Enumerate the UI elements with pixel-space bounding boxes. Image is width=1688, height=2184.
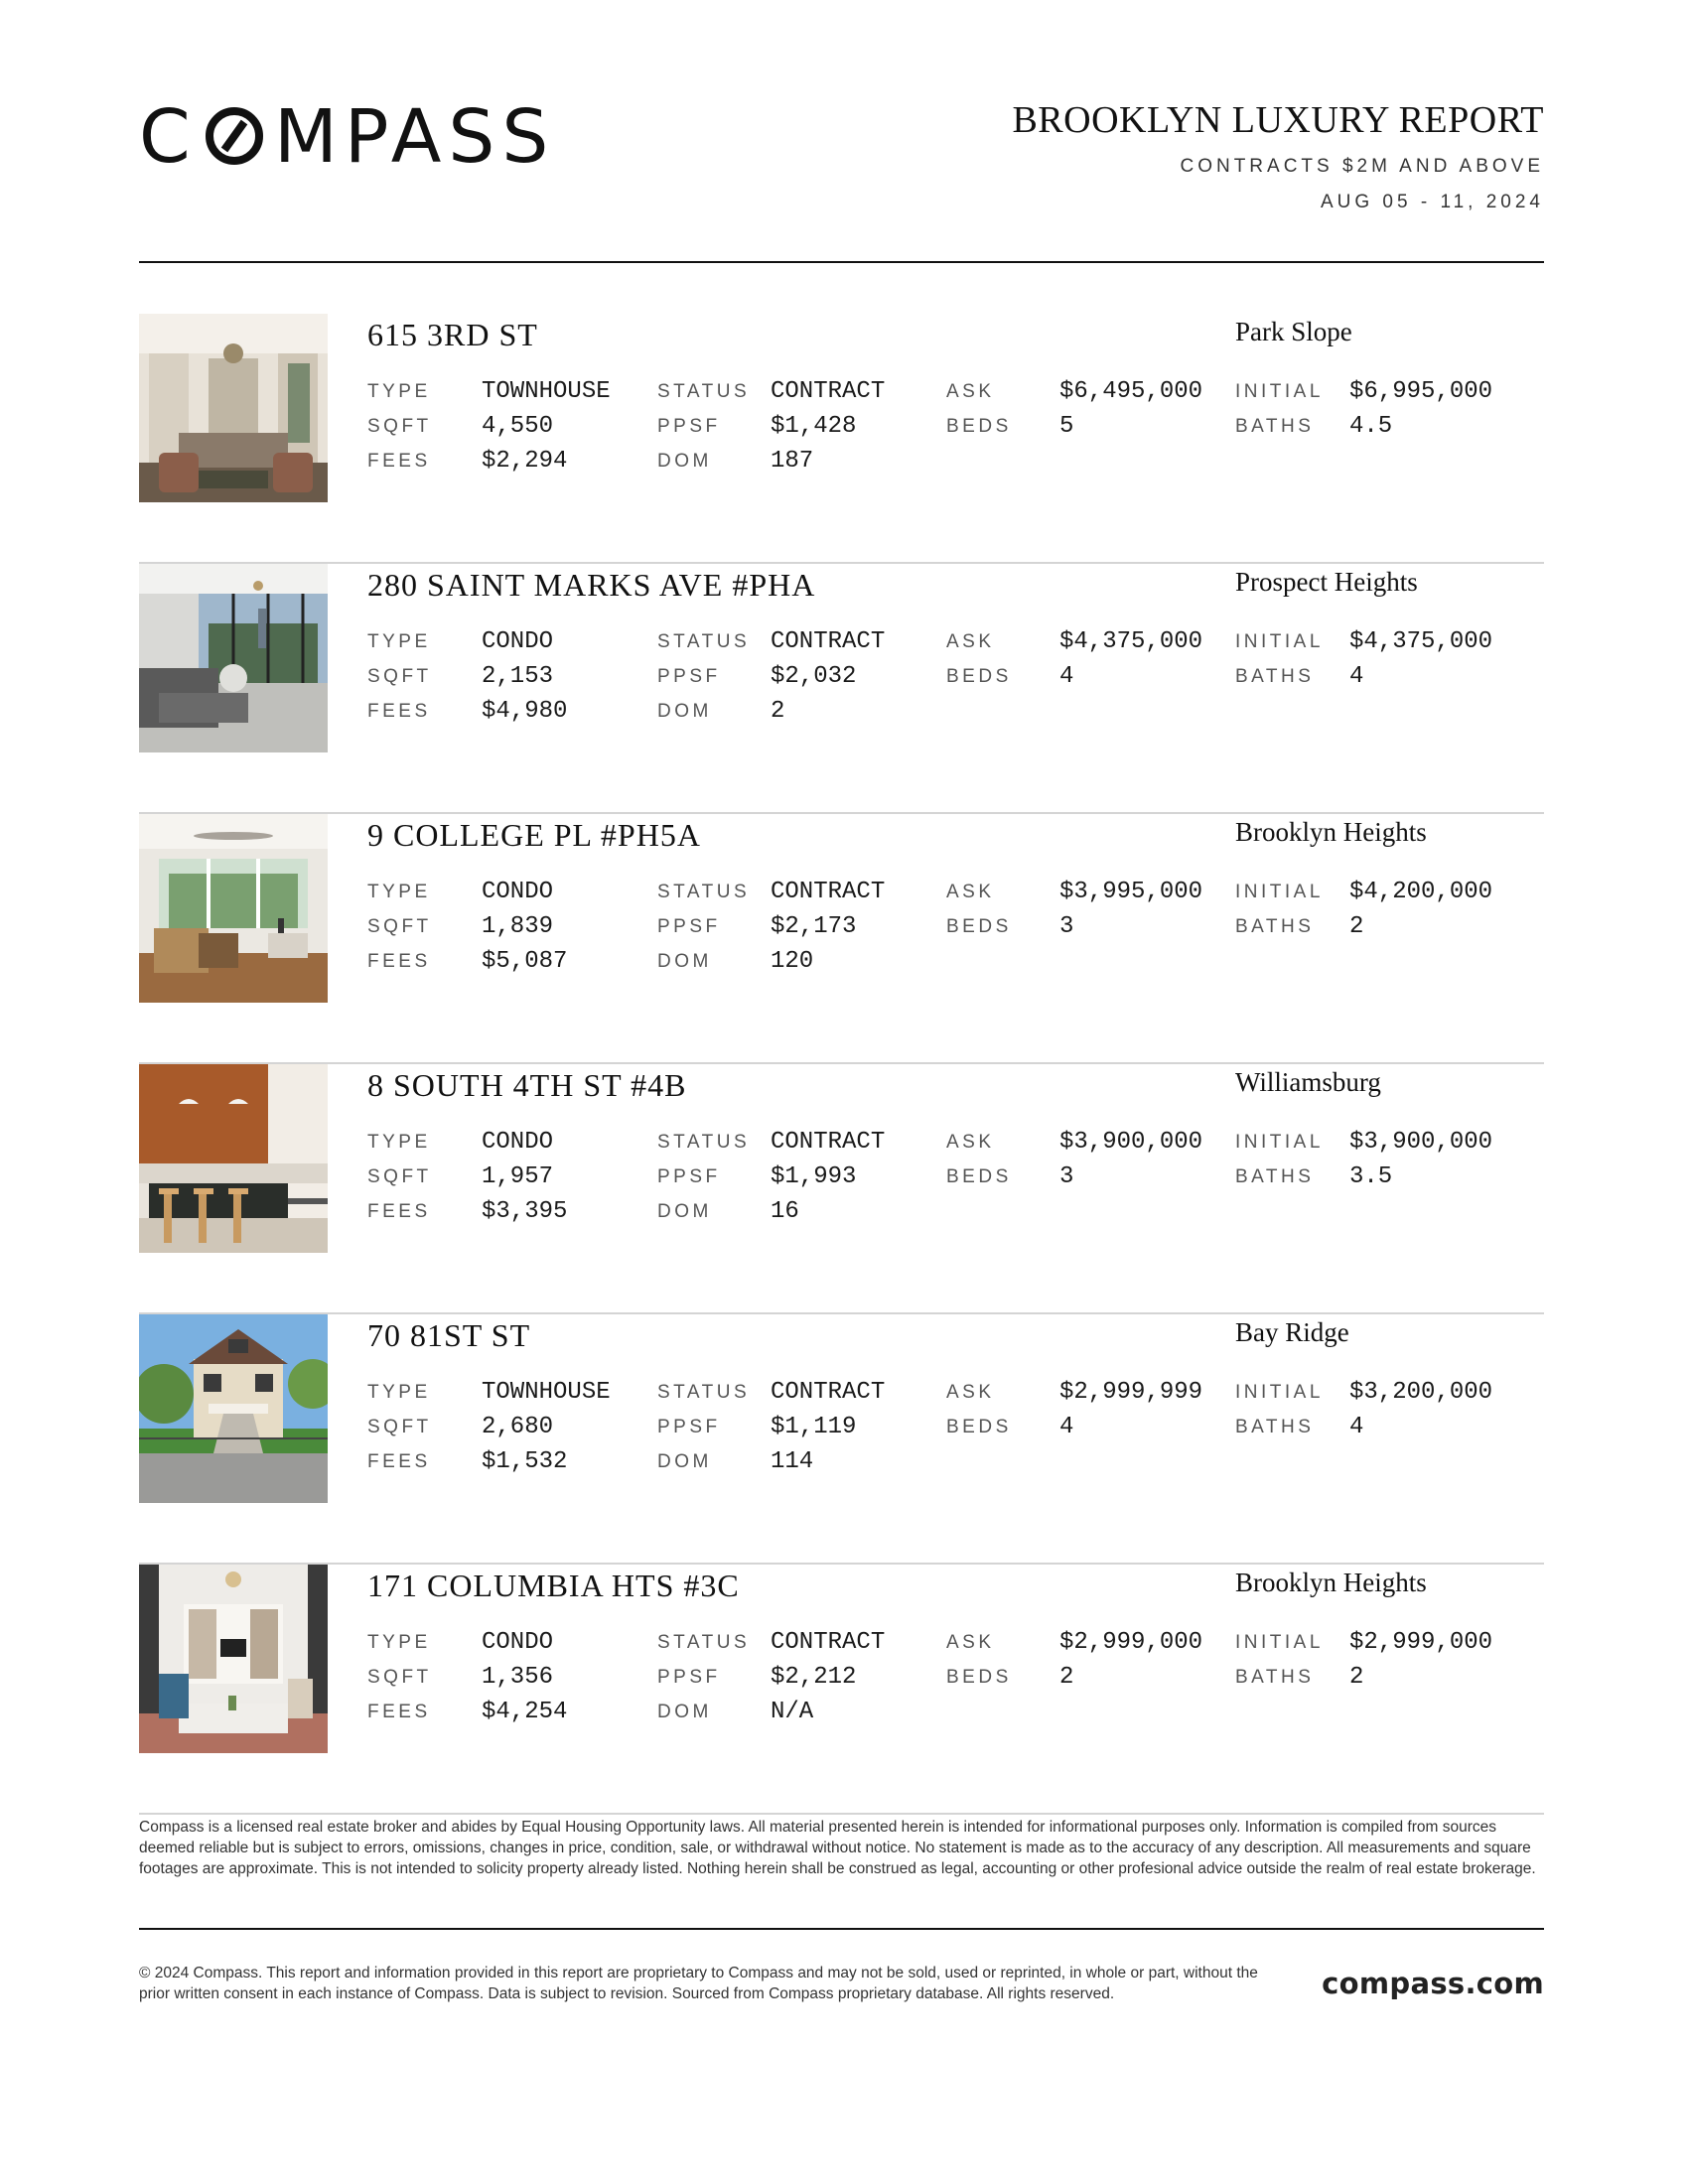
sqft-label: SQFT [367,1166,432,1187]
fees-value: $1,532 [482,1448,568,1475]
type-label: TYPE [367,631,431,652]
listing-address: 70 81ST ST [367,1317,531,1353]
ask-label: ASK [946,882,995,902]
type-value: TOWNHOUSE [482,1379,611,1406]
initial-label: INITIAL [1235,882,1324,902]
fees-value: $4,254 [482,1699,568,1725]
baths-label: BATHS [1235,1667,1315,1688]
fees-label: FEES [367,701,431,722]
listing-photo [139,1314,328,1503]
status-value: CONTRACT [771,879,886,905]
living-room-photo [139,314,328,502]
listing-address: 280 SAINT MARKS AVE #PHA [367,567,816,603]
ppsf-label: PPSF [657,1667,721,1688]
baths-value: 4.5 [1349,413,1393,440]
compass-logo-mark [139,102,556,172]
initial-value: $3,200,000 [1349,1379,1493,1406]
type-label: TYPE [367,882,431,902]
initial-value: $6,995,000 [1349,378,1493,405]
baths-label: BATHS [1235,1166,1315,1187]
beds-value: 2 [1059,1664,1074,1691]
report-subtitle: CONTRACTS $2M AND ABOVE [1180,156,1544,177]
initial-label: INITIAL [1235,631,1324,652]
beds-value: 3 [1059,1163,1074,1190]
report-title: BROOKLYN LUXURY REPORT [1012,99,1544,141]
ask-label: ASK [946,1132,995,1153]
sqft-value: 2,680 [482,1414,554,1440]
listing-address: 615 3RD ST [367,317,538,352]
initial-label: INITIAL [1235,1382,1324,1403]
listing-photo [139,564,328,752]
report-date-range: AUG 05 - 11, 2024 [1320,192,1544,212]
dom-value: 187 [771,448,814,475]
ask-label: ASK [946,1632,995,1653]
dom-value: 16 [771,1198,799,1225]
ask-value: $6,495,000 [1059,378,1203,405]
listing-item [139,814,1544,1064]
library-living-room-photo [139,1565,328,1753]
type-label: TYPE [367,381,431,402]
listing-item [139,564,1544,814]
status-value: CONTRACT [771,1129,886,1156]
baths-value: 4 [1349,663,1364,690]
compass-logo [139,102,556,172]
baths-label: BATHS [1235,416,1315,437]
type-label: TYPE [367,1132,431,1153]
baths-label: BATHS [1235,916,1315,937]
sqft-value: 1,356 [482,1664,554,1691]
beds-label: BEDS [946,666,1012,687]
status-label: STATUS [657,882,751,902]
listing-neighborhood: Williamsburg [1235,1067,1381,1097]
listing-photo [139,814,328,1003]
ppsf-label: PPSF [657,416,721,437]
beds-label: BEDS [946,916,1012,937]
listing-neighborhood: Brooklyn Heights [1235,1568,1427,1597]
ask-value: $3,900,000 [1059,1129,1203,1156]
ppsf-label: PPSF [657,1417,721,1437]
beds-value: 5 [1059,413,1074,440]
sqft-value: 2,153 [482,663,554,690]
listing-item [139,1565,1544,1815]
listing-address: 171 COLUMBIA HTS #3C [367,1568,740,1603]
sqft-value: 1,957 [482,1163,554,1190]
beds-value: 4 [1059,663,1074,690]
dom-value: 114 [771,1448,814,1475]
beds-label: BEDS [946,416,1012,437]
dom-label: DOM [657,1451,712,1472]
initial-label: INITIAL [1235,1632,1324,1653]
listing-neighborhood: Bay Ridge [1235,1317,1349,1347]
ask-label: ASK [946,381,995,402]
ppsf-value: $2,032 [771,663,857,690]
ppsf-label: PPSF [657,916,721,937]
baths-label: BATHS [1235,1417,1315,1437]
type-value: CONDO [482,879,554,905]
type-label: TYPE [367,1382,431,1403]
sqft-value: 1,839 [482,913,554,940]
listing-divider [139,1813,1544,1815]
status-value: CONTRACT [771,1629,886,1656]
dom-label: DOM [657,701,712,722]
svg-text:MPASS: MPASS [274,102,556,172]
listing-neighborhood: Brooklyn Heights [1235,817,1427,847]
ppsf-value: $1,428 [771,413,857,440]
listing-address: 8 SOUTH 4TH ST #4B [367,1067,687,1103]
listing-item [139,1314,1544,1565]
status-value: CONTRACT [771,628,886,655]
ppsf-value: $1,993 [771,1163,857,1190]
footer-divider [139,1928,1544,1930]
status-label: STATUS [657,631,751,652]
ppsf-label: PPSF [657,1166,721,1187]
sqft-label: SQFT [367,916,432,937]
legal-disclaimer: Compass is a licensed real estate broker and abides by Equal Housing Opportunity laws. All material presented herein is intended for informational purposes only. Information is compiled from sources deemed reliable but is subject to errors, omissions, changes in price, condition, sale, or withdrawal without notice. No statement is made as to the accuracy of any description. All measurements and square footages are approximate. This is not intended to solicity property already listed. Nothing herein shall be construed as legal, accounting or other profesional advice outside the realm of real estate brokerage. [139,1819,1536,1877]
status-label: STATUS [657,1382,751,1403]
listing-neighborhood: Park Slope [1235,317,1352,346]
house-exterior-photo [139,1314,328,1503]
beds-value: 3 [1059,913,1074,940]
dom-value: 120 [771,948,814,975]
initial-value: $4,375,000 [1349,628,1493,655]
listing-neighborhood: Prospect Heights [1235,567,1418,597]
listing-photo [139,1064,328,1253]
dom-value: 2 [771,698,785,725]
ask-label: ASK [946,631,995,652]
svg-text:C: C [139,102,198,172]
sqft-label: SQFT [367,416,432,437]
initial-label: INITIAL [1235,1132,1324,1153]
listing-item [139,314,1544,564]
dom-label: DOM [657,1702,712,1722]
status-label: STATUS [657,1632,751,1653]
ppsf-value: $1,119 [771,1414,857,1440]
sqft-value: 4,550 [482,413,554,440]
dom-label: DOM [657,951,712,972]
sqft-label: SQFT [367,666,432,687]
fees-label: FEES [367,951,431,972]
baths-value: 4 [1349,1414,1364,1440]
dom-label: DOM [657,1201,712,1222]
type-value: CONDO [482,1629,554,1656]
listings-list [139,314,1544,1815]
type-value: CONDO [482,628,554,655]
sqft-label: SQFT [367,1667,432,1688]
kitchen-photo [139,1064,328,1253]
initial-value: $3,900,000 [1349,1129,1493,1156]
status-value: CONTRACT [771,378,886,405]
baths-value: 3.5 [1349,1163,1393,1190]
fees-label: FEES [367,451,431,472]
fees-value: $5,087 [482,948,568,975]
fees-value: $4,980 [482,698,568,725]
type-label: TYPE [367,1632,431,1653]
report-header [139,94,1544,263]
beds-label: BEDS [946,1166,1012,1187]
baths-value: 2 [1349,1664,1364,1691]
bright-living-room-photo [139,814,328,1003]
initial-value: $2,999,000 [1349,1629,1493,1656]
dom-value: N/A [771,1699,814,1725]
beds-value: 4 [1059,1414,1074,1440]
ppsf-label: PPSF [657,666,721,687]
header-divider [139,261,1544,263]
copyright-notice: © 2024 Compass. This report and information provided in this report are proprietary to Compass and may not be sold, used or reprinted, in whole or part, without the prior written consent in each instance of Compass. Data is subject to revision. Sourced from Compass proprietary database. All rights reserved. [139,1965,1258,2002]
initial-value: $4,200,000 [1349,879,1493,905]
baths-value: 2 [1349,913,1364,940]
listing-address: 9 COLLEGE PL #PH5A [367,817,701,853]
baths-label: BATHS [1235,666,1315,687]
initial-label: INITIAL [1235,381,1324,402]
fees-value: $3,395 [482,1198,568,1225]
ask-value: $4,375,000 [1059,628,1203,655]
status-value: CONTRACT [771,1379,886,1406]
fees-label: FEES [367,1702,431,1722]
listing-photo [139,314,328,502]
ask-value: $3,995,000 [1059,879,1203,905]
fees-label: FEES [367,1201,431,1222]
ask-value: $2,999,999 [1059,1379,1203,1406]
listing-photo [139,1565,328,1753]
status-label: STATUS [657,381,751,402]
website-link[interactable]: compass.com [1322,1967,1544,2000]
fees-label: FEES [367,1451,431,1472]
ppsf-value: $2,212 [771,1664,857,1691]
dom-label: DOM [657,451,712,472]
listing-item [139,1064,1544,1314]
ask-value: $2,999,000 [1059,1629,1203,1656]
ask-label: ASK [946,1382,995,1403]
sqft-label: SQFT [367,1417,432,1437]
status-label: STATUS [657,1132,751,1153]
beds-label: BEDS [946,1667,1012,1688]
type-value: CONDO [482,1129,554,1156]
ppsf-value: $2,173 [771,913,857,940]
fees-value: $2,294 [482,448,568,475]
type-value: TOWNHOUSE [482,378,611,405]
beds-label: BEDS [946,1417,1012,1437]
penthouse-living-photo [139,564,328,752]
